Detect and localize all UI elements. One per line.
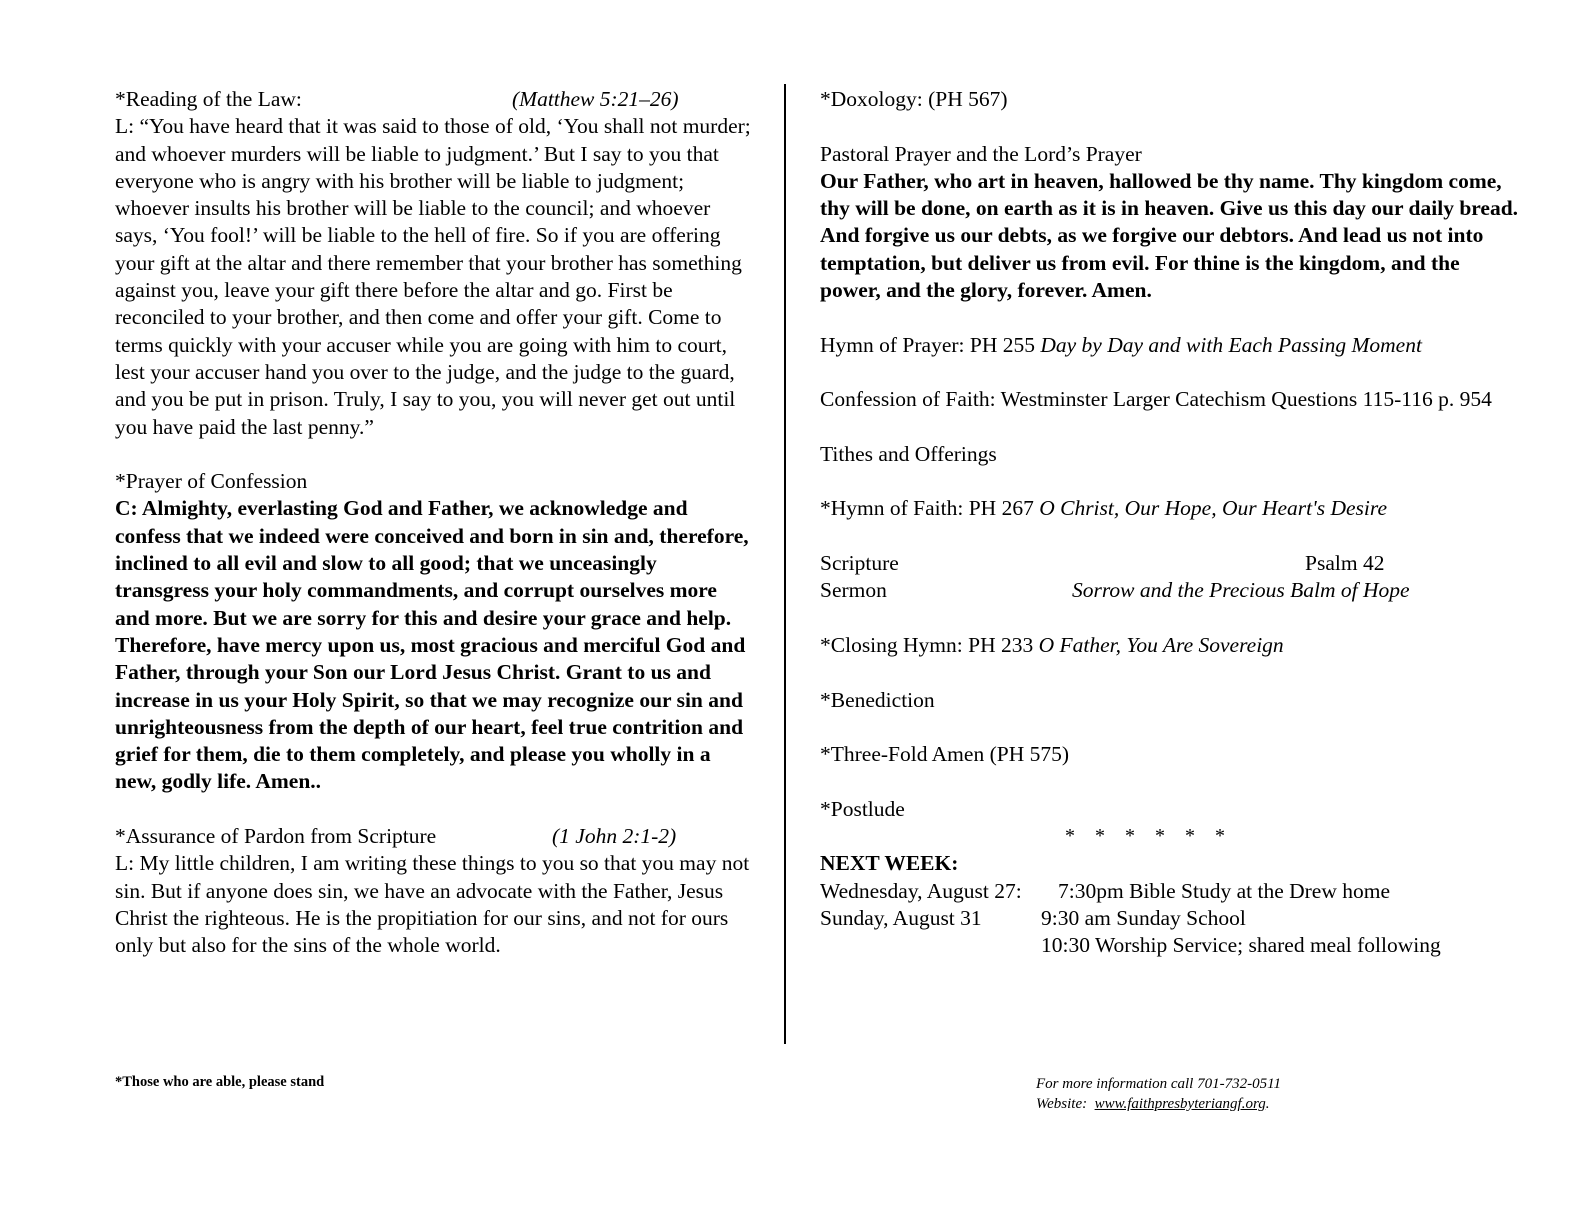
sermon-row: [820, 577, 1520, 604]
hymn-of-faith-title: O Christ, Our Hope, Our Heart's Desire: [1039, 496, 1388, 521]
scripture-row: [820, 550, 1520, 577]
confession-text: C: Almighty, everlasting God and Father, we acknowledge and confess that we indeed were conceived and born in sin and, therefore, inclined to all evil and slow to all good; that we unceasingly transgress your holy commandments, and corrupt ourselves more and more. But we are sorry for this and desire your grace and help. Therefore, have mercy upon us, most gracious and merciful God and Father, through your Son our Lord Jesus Christ. Grant to us and increase in us your Holy Spirit, so that we may recognize our sin and unrighteousness from the depth of our heart, feel true contrition and grief for them, die to them completely, and please you wholly in a new, godly life. Amen..: [115, 496, 749, 794]
left-column: [115, 86, 755, 960]
column-divider: [784, 84, 786, 1044]
scripture-label: Scripture: [820, 551, 899, 576]
postlude: *Postlude: [820, 796, 905, 821]
hymn-of-prayer-title: Day by Day and with Each Passing Moment: [1040, 332, 1422, 357]
doxology: *Doxology: (PH 567): [820, 87, 1008, 111]
website-label: Website:: [1036, 1096, 1095, 1112]
sermon-title: Sorrow and the Precious Balm of Hope: [1072, 578, 1410, 603]
event-2-description-1: 9:30 am Sunday School: [1041, 905, 1246, 930]
right-column: [820, 86, 1520, 960]
closing-hymn-title: O Father, You Are Sovereign: [1038, 632, 1284, 657]
event-1-description: 7:30pm Bible Study at the Drew home: [1058, 878, 1391, 903]
event-row-2: [820, 905, 1520, 932]
assurance-heading-row: [115, 823, 755, 850]
law-heading-row: [115, 86, 755, 113]
hymn-of-faith: [820, 495, 1520, 522]
assurance-heading: *Assurance of Pardon from Scripture: [115, 824, 437, 849]
hymn-of-faith-label: *Hymn of Faith: PH 267: [820, 496, 1040, 521]
hymn-of-prayer: [820, 332, 1520, 359]
star-separator: * * * * * *: [1065, 825, 1225, 848]
event-2-description-2: 10:30 Worship Service; shared meal following: [1041, 933, 1441, 958]
event-row-1: [820, 878, 1520, 905]
hymn-of-prayer-label: Hymn of Prayer: PH 255: [820, 332, 1041, 357]
event-row-3: [820, 932, 1520, 959]
website-end: .: [1265, 1096, 1270, 1112]
confession-of-faith: Confession of Faith: Westminster Larger Catechism Questions 115-116 p. 954: [820, 387, 1492, 412]
event-1-date: Wednesday, August 27:: [820, 878, 1022, 903]
lords-prayer: Our Father, who art in heaven, hallowed be thy name. Thy kingdom come, thy will be done, on earth as it is in heaven. Give us this day our daily bread. And forgive us our debts, as we forgive our debtors. And lead us not into temptation, but deliver us from evil. For thine is the kingdom, and the power, and the glory, forever. Amen.: [820, 168, 1519, 303]
pastoral-prayer-heading: Pastoral Prayer and the Lord’s Prayer: [820, 141, 1142, 166]
tithes-and-offerings: Tithes and Offerings: [820, 441, 997, 466]
law-reference: (Matthew 5:21–26): [512, 87, 679, 111]
assurance-reference: (1 John 2:1-2): [552, 824, 677, 849]
benediction: *Benediction: [820, 687, 935, 712]
confession-heading: *Prayer of Confession: [115, 469, 308, 494]
law-text: L: “You have heard that it was said to those of old, ‘You shall not murder; and whoever murders will be liable to judgment.’ But I say to you that everyone who is angry with his brother will be liable to judgment; whoever insults his brother will be liable to the council; and whoever says, ‘You fool!’ will be liable to the hell of fire. So if you are offering your gift at the altar and there remember that your brother has something against you, leave your gift there before the altar and go. First be reconciled to your brother, and then come and offer your gift. Come to terms quickly with your accuser while you are going with him to court, lest your accuser hand you over to the judge, and the judge to the guard, and you be put in prison. Truly, I say to you, you will never get out until you have paid the last penny.”: [115, 114, 751, 439]
info-call: For more information call 701-732-0511: [1036, 1076, 1281, 1092]
law-heading: *Reading of the Law:: [115, 87, 302, 111]
closing-hymn: [820, 632, 1520, 659]
assurance-text: L: My little children, I am writing these things to you so that you may not sin. But if anyone does sin, we have an advocate with the Father, Jesus Christ the righteous. He is the propitiation for our sins, and not for ours only but also for the sins of the whole world.: [115, 851, 750, 958]
event-2-date: Sunday, August 31: [820, 905, 982, 930]
website-line: [1036, 1094, 1281, 1114]
closing-hymn-label: *Closing Hymn: PH 233: [820, 632, 1039, 657]
sermon-label: Sermon: [820, 578, 887, 603]
website-link[interactable]: www.faithpresbyteriangf.org: [1094, 1096, 1266, 1112]
contact-info: [1036, 1074, 1281, 1114]
next-week-heading: NEXT WEEK:: [820, 851, 959, 876]
three-fold-amen: *Three-Fold Amen (PH 575): [820, 742, 1070, 767]
scripture-reference: Psalm 42: [1305, 551, 1385, 576]
stand-note: *Those who are able, please stand: [115, 1074, 325, 1090]
